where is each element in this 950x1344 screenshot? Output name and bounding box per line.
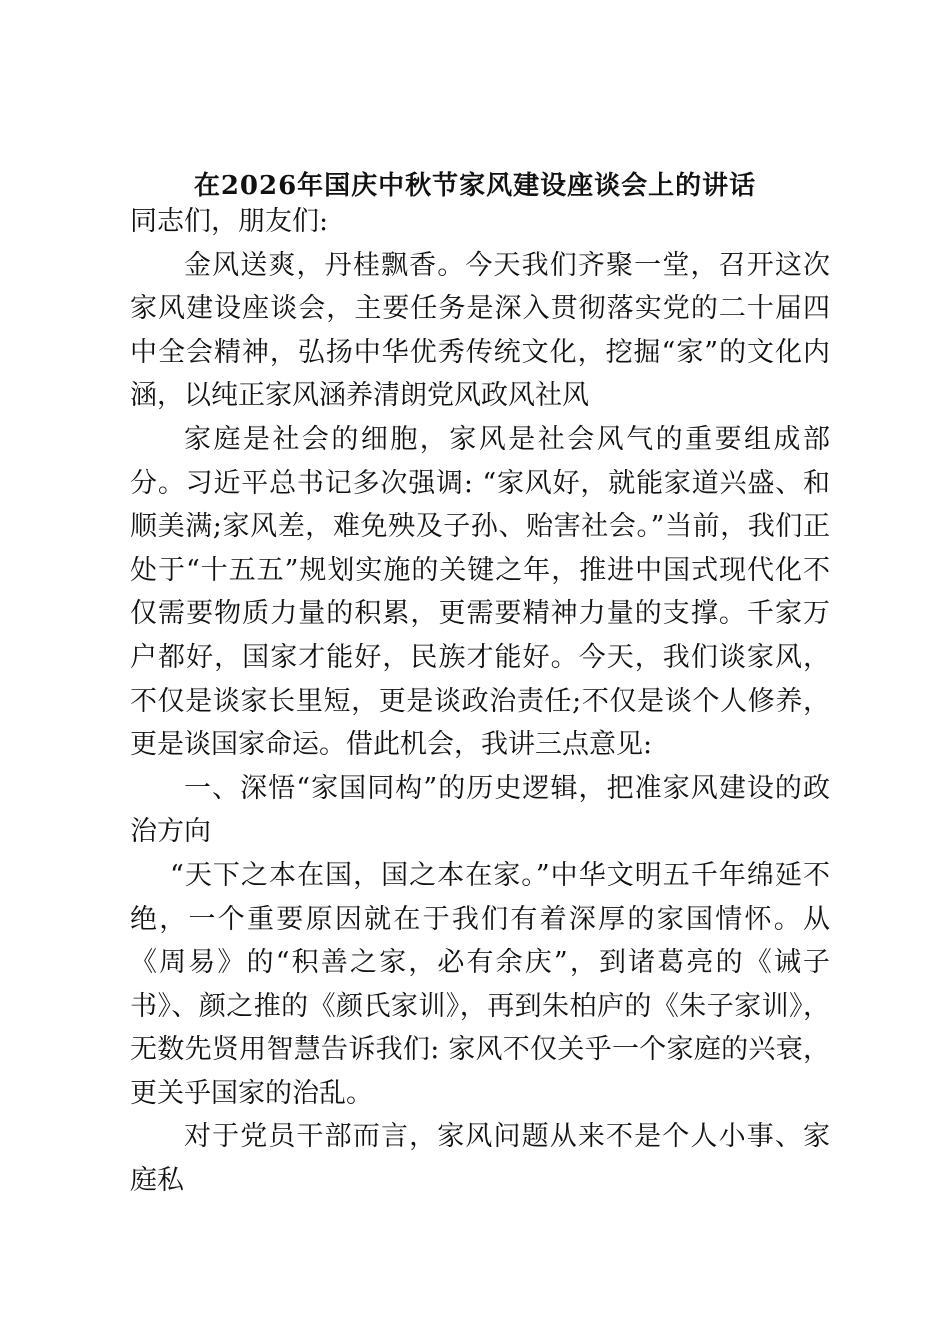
section-heading-one: 一、深悟“家国同构”的历史逻辑，把准家风建设的政治方向 bbox=[130, 772, 830, 848]
document-body bbox=[130, 200, 830, 1203]
document-title: 在2026年国庆中秋节家风建设座谈会上的讲话 bbox=[193, 171, 757, 201]
paragraph-history: “天下之本在国，国之本在家。”中华文明五千年绵延不绝，一个重要原因就在于我们有着深厚的家国情怀。从《周易》的“积善之家，必有余庆”，到诸葛亮的《诫子书》、颜之推的《颜氏家训》，再到朱柏庐的《朱子家训》，无数先贤用智慧告诉我们: 家风不仅关乎一个家庭的兴衰，更关乎国家的治乱。 bbox=[130, 859, 830, 1109]
paragraph-family-society: 家庭是社会的细胞，家风是社会风气的重要组成部分。习近平总书记多次强调: “家风好，就能家道兴盛、和顺美满;家风差，难免殃及子孙、贻害社会。”当前，我们正处于“十五五”规划实施的关键之年，推进中国式现代化不仅需要物质力量的积累，更需要精神力量的支撑。千家万户都好，国家才能好，民族才能好。今天，我们谈家风，不仅是谈家长里短，更是谈政治责任;不仅是谈个人修养，更是谈国家命运。借此机会，我讲三点意见: bbox=[130, 423, 830, 761]
paragraph-party-members: 对于党员干部而言，家风问题从来不是个人小事、家庭私 bbox=[130, 1121, 830, 1197]
paragraph-opening: 金风送爽，丹桂飘香。今天我们齐聚一堂，召开这次家风建设座谈会，主要任务是深入贯彻落实党的二十届四中全会精神，弘扬中华优秀传统文化，挖掘“家”的文化内涵，以纯正家风涵养清朗党风政风社风 bbox=[130, 249, 830, 412]
salutation: 同志们，朋友们: bbox=[130, 206, 329, 237]
